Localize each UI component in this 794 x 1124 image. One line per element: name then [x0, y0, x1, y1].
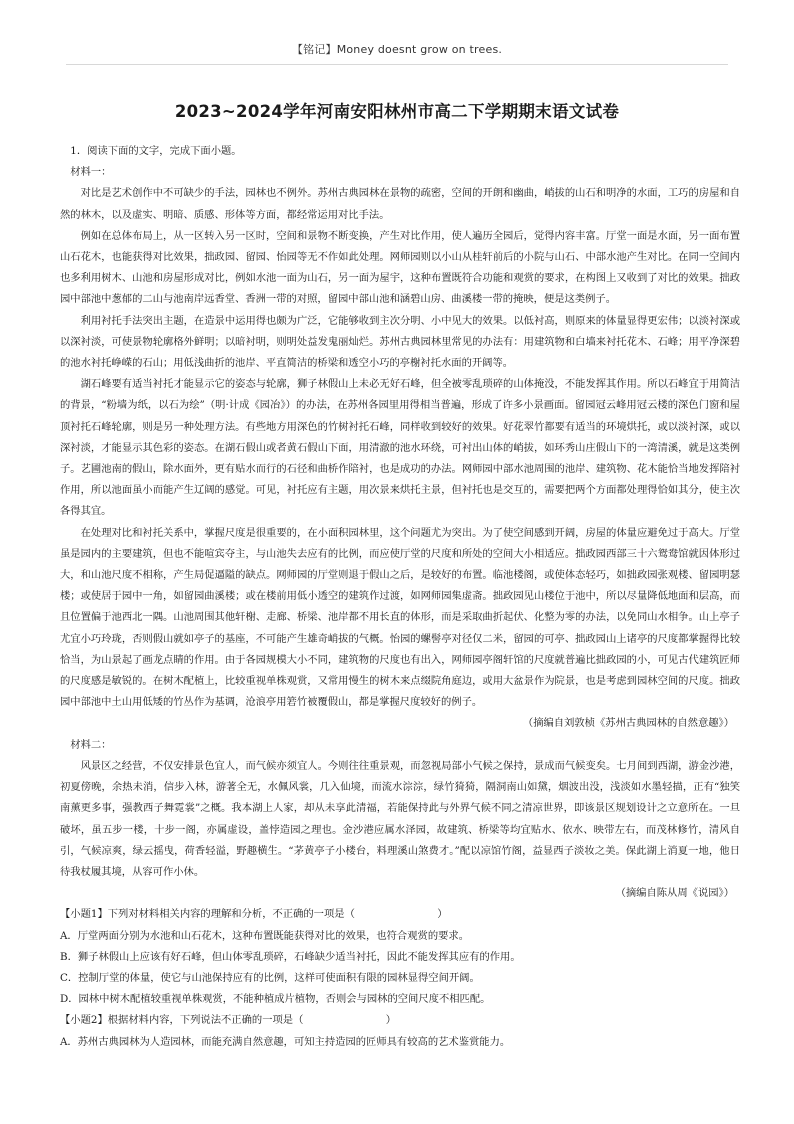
subquestion-1-option: D．园林中树木配植较重视单株观赏，不能种植成片植物，否则会与园林的空间尺度不相匹配。 [60, 993, 491, 1006]
subquestion-2-stem: 【小题2】根据材料内容，下列说法不正确的一项是（ ） [60, 1014, 397, 1027]
header-divider [66, 64, 728, 65]
material1-paragraph: 对比是艺术创作中不可缺少的手法，园林也不例外。苏州古典园林在景物的疏密，空间的开朗和幽曲，峭拔的山石和明净的水面，工巧的房屋和自然的林木，以及虚实、明暗、质感、形体等方面，都经常运用对比手法。 [60, 187, 740, 221]
material1-paragraph: 在处理对比和衬托关系中，掌握尺度是很重要的，在小面积园林里，这个问题尤为突出。为了使空间感到开阔，房屋的体量应避免过于高大。厅堂虽是园内的主要建筑，但也不能喧宾夺主，与山池失去应有的比例，而应使厅堂的尺度和所处的空间大小相适应。拙政园西部三十六鸳鸯馆就因体形过大，和山池尺度不相称，产生局促逼隘的缺点。网师园的厅堂则退于假山之后，是较好的布置。临池楼阁，或使体态轻巧，如拙政园张观楼、留园明瑟楼；或使居于园中一角，如留园曲溪楼；或在楼前用低小透空的建筑作过渡，如网师园集虚斋。拙政园见山楼位于池中，所以尽量降低地面和层高，而且位置偏于池西北一隅。山池周围其他轩榭、走廊、桥梁、池岸都不用长直的体形，而是采取曲折起伏、化整为零的办法，以免同山水相争。山上亭子尤宜小巧玲珑，否则假山就如亭子的基座，不可能产生雄奇峭拔的气概。怡园的螺髻亭对径仅二米，留园的可亭、拙政园山上诸亭的尺度都掌握得比较恰当，为山景起了画龙点睛的作用。由于各园规模大小不同，建筑物的尺度也有出入，网师园亭阁轩馆的尺度就普遍比拙政园的小，可见古代建筑匠师的尺度感是敏锐的。在树木配植上，比较重视单株观赏，又常用慢生的树木来点缀院角庭边，或用大盆景作为院景，也是考虑到园林空间的尺度。拙政园中部池中土山用低矮的竹丛作为基调，沧浪亭用箬竹被覆假山，都是掌握尺度较好的例子。 [60, 526, 740, 709]
subquestion-1-option: C．控制厅堂的体量，使它与山池保持应有的比例，这样可使面积有限的园林显得空间开阔。 [60, 971, 480, 984]
material1-source: （摘编自刘敦桢《苏州古典园林的自然意趣》） [522, 717, 734, 730]
material1-label: 材料一： [70, 166, 112, 179]
material1-paragraph: 利用衬托手法突出主题，在造景中运用得也颇为广泛，它能够收到主次分明、小中见大的效果。以低衬高，则原来的体量显得更宏伟；以淡衬深或以深衬淡，可使景物轮廓格外鲜明；以暗衬明，则明处益发鬼丽灿烂。苏州古典园林里常见的办法有：用建筑物和白墙来衬托花木、石峰；用平净深碧的池水衬托峥嵘的石山；用低浅曲折的池岸、平直简洁的桥梁和透空小巧的亭榭衬托水面的开阔等。 [60, 314, 740, 370]
material2-source: （摘编自陈从周《说园》） [615, 887, 734, 900]
material1-paragraph: 例如在总体布局上，从一区转入另一区时，空间和景物不断变换，产生对比作用，使人遍历全园后，觉得内容丰富。厅堂一面是水面，另一面布置山石花木，也能获得对比效果，拙政园、留园、怡园等无不作如此处理。网师园则以小山从桂轩前后的小院与山石、中部水池产生对比。在同一空间内也多利用树木、山池和房屋形成对比，例如水池一面为山石，另一面为屋宇，这种布置既符合功能和观赏的要求，在构图上又收到了对比的效果。拙政园中部池中葱郁的二山与池南岸远香堂、香洲一带的对照，留园中部山池和涵碧山房、曲溪楼一带的掩映，便是这类例子。 [60, 229, 740, 306]
question-intro: 1．阅读下面的文字，完成下面小题。 [70, 145, 242, 157]
exam-title: 2023~2024学年河南安阳林州市高二下学期期末语文试卷 [174, 102, 620, 121]
subquestion-1-option: B．狮子林假山上应该有好石峰，但山体零乱琐碎，石峰缺少适当衬托，因此不能发挥其应有的作用。 [60, 950, 521, 963]
material2-label: 材料二： [70, 738, 112, 751]
subquestion-1-option: A．厅堂两面分别为水池和山石花木，这种布置既能获得对比的效果，也符合观赏的要求。 [60, 929, 470, 942]
material2-paragraph: 风景区之经营，不仅安排景色宜人，而气候亦须宜人。今则往往重景观，而忽视局部小气候之保持，景成而气候变矣。七月间到西湖，游金沙港，初夏傍晚，余热未消，信步入林，游著全无，水佩风裳，几入仙境，而流水淙淙，绿竹猗猗，隔洞南山如黛，烟波出没，浅淡如水墨轻描，正有“独笑南薰更多事，强教西子舞霓裳”之概。我本湖上人家，却从未享此清福，若能保持此与外界气候不同之清凉世界，即该景区规划设计之立意所在。一旦破坏，虽五步一楼，十步一阁，亦属虚设，盖悖造园之理也。金沙港应属水泽园，故建筑、桥梁等均宜贴水、依水、映带左右，而茂林修竹，清风自引，气候凉爽，绿云摇曳，荷香轻溢，野趣横生。“茅黄亭子小楼台，料理溪山煞费才。”配以凉馆竹阁，益显西子淡妆之美。保此湖上消夏一地，他日待我杖履其境，从容可作小休。 [60, 759, 740, 878]
subquestion-2-option: A．苏州古典园林为人造园林，而能充满自然意趣，可知主持造园的匠师具有较高的艺术鉴赏能力。 [60, 1035, 511, 1048]
exam-content [60, 141, 740, 1053]
page-motto: 【铭记】Money doesnt grow on trees. [291, 43, 503, 56]
subquestion-1-stem: 【小题1】下列对材料相关内容的理解和分析，不正确的一项是（ ） [60, 908, 448, 921]
material1-paragraph: 湖石峰要有适当衬托才能显示它的姿态与轮廓，狮子林假山上未必无好石峰，但全被零乱琐碎的山体掩没，不能发挥其作用。所以石峰宜于用简洁的背景，“粉墙为纸，以石为绘”（明·计成《园冶》）的办法，在苏州各园里用得相当普遍，形成了许多小景画面。留园冠云峰用冠云楼的深色门窗和屋顶衬托石峰轮廓，则是另一种处理方法。有些地方用深色的竹树衬托石峰，同样收到较好的效果。好花翠竹都要有适当的环境烘托，或以淡衬深，或以深衬淡，才能显示其色彩的姿态。在湖石假山或者黄石假山下面，用清澈的池水环绕，可衬出山体的峭拔，如环秀山庄假山下的一湾清溪，就是这类例子。艺圃池南的假山，除水面外，更有贴水而行的石径和曲桥作陪衬，也是成功的办法。网师园中部水池周围的池岸、建筑物、花木能恰当地发挥陪衬作用，所以池面虽小而能产生辽阔的感觉。可见，衬托应有主题，用次景来烘托主景，但衬托也是交互的，需要把两个方面都处理得恰如其分，使主次各得其宜。 [60, 378, 740, 518]
